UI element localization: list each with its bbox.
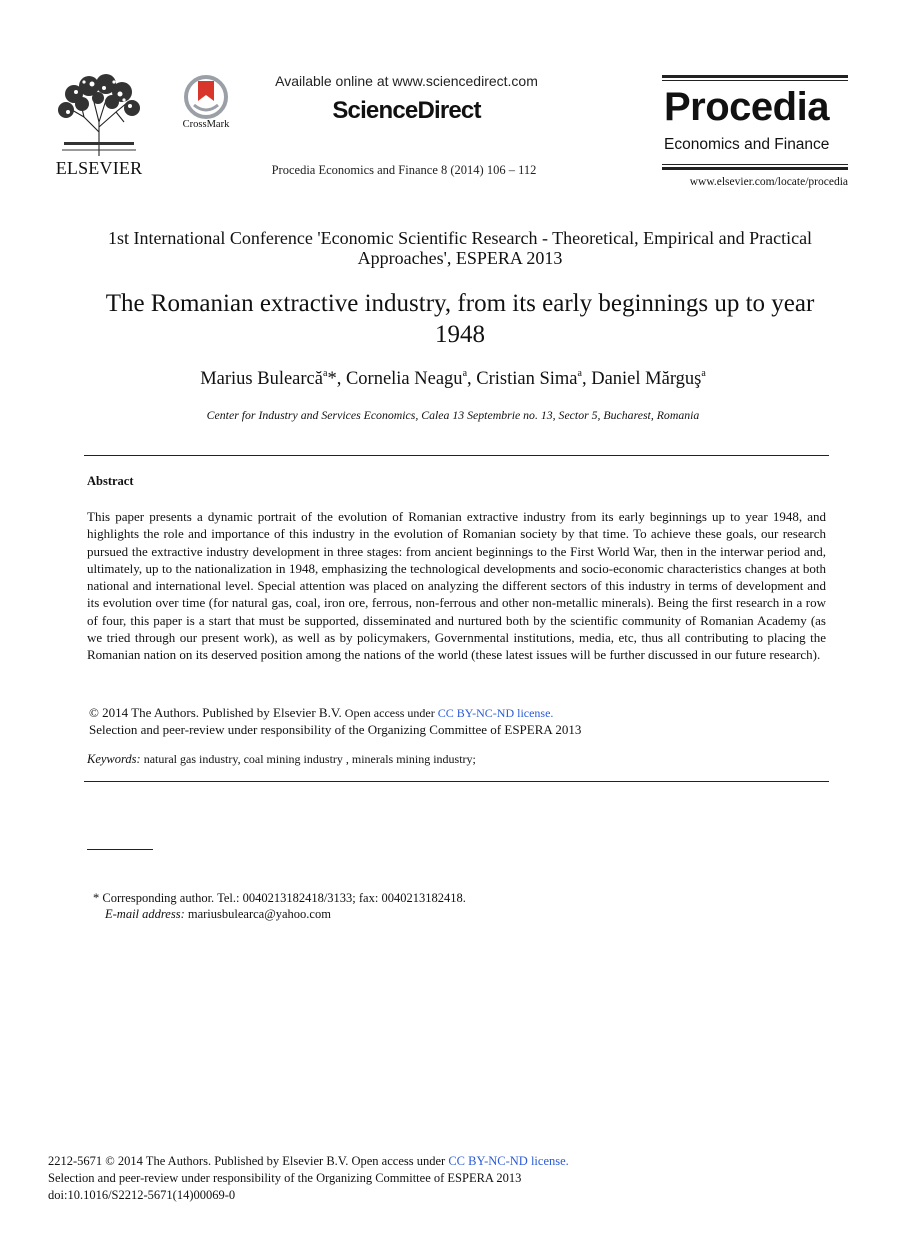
abstract-bottom-divider <box>84 781 829 782</box>
abstract-body: This paper presents a dynamic portrait of the evolution of Romanian extractive industry from its early beginnings up to year 1948, and highlights the role and importance of this industry in the evolution of Romanian society by that time. To achieve these goals, our research pursued the extractive industry development in three stages: from ancient beginnings to the First World War, then in the interwar period and, ultimately, up to the nationalization in 1948, emphasizing the technological developments and socio-economic characteristics changes at both national and international level. Special attention was placed on analyzing the different sectors of this industry in terms of development and its evolution over time (for natural gas, coal, iron ore, ferrous, non-ferrous and other non-metallic minerals). Being the first research in a row of four, this paper is a start that must be supported, disseminated and nurtured both by the scientific community of Romanian Academy (as we tried through our present work), as well as by policymakers, Governmental institutions, media, etc, thus all contributing to placing the Romanian nation on its deserved position among the nations of the world (these latest issues will be further discussed in our future research). <box>87 509 826 663</box>
copyright-line <box>89 705 553 721</box>
procedia-subtitle: Economics and Finance <box>664 136 830 153</box>
elsevier-logo <box>50 72 148 182</box>
keywords-text: natural gas industry, coal mining industry , minerals mining industry; <box>140 752 476 766</box>
paper-title: The Romanian extractive industry, from its early beginnings up to year 1948 <box>105 290 815 348</box>
author-separator: , <box>467 369 477 389</box>
footer-issn-text: 2212-5671 © 2014 The Authors. Published by Elsevier B.V. Open access under <box>48 1154 449 1168</box>
procedia-title: Procedia <box>664 85 829 129</box>
journal-reference: Procedia Economics and Finance 8 (2014) 106 – 112 <box>271 163 537 177</box>
author-name: Daniel Mărguş <box>591 369 702 389</box>
procedia-logo <box>662 75 848 193</box>
corresponding-mark: * <box>327 369 337 389</box>
author-affiliation-mark: a <box>322 368 328 379</box>
footer-license-link[interactable]: CC BY-NC-ND license. <box>448 1154 569 1168</box>
author-affiliation-mark: a <box>701 368 706 379</box>
available-online-text: Available online at www.sciencedirect.com <box>275 73 538 89</box>
author-list <box>80 368 826 390</box>
corresponding-author: * Corresponding author. Tel.: 0040213182418/3133; fax: 0040213182418. <box>93 891 466 905</box>
footer-doi[interactable]: doi:10.1016/S2212-5671(14)00069-0 <box>48 1188 236 1202</box>
copyright-text: © 2014 The Authors. Published by Elsevier B.V. <box>89 705 342 720</box>
footnote-rule <box>87 849 153 850</box>
procedia-top-rule <box>662 75 848 78</box>
email-address[interactable]: mariusbulearca@yahoo.com <box>184 907 331 921</box>
procedia-bottom-rule-thin <box>662 164 848 165</box>
peer-review-line: Selection and peer-review under responsibility of the Organizing Committee of ESPERA 2013 <box>89 722 582 737</box>
author-name: Marius Bulearcă <box>200 369 323 389</box>
keywords-label: Keywords: <box>87 752 141 766</box>
author-separator: , <box>336 369 346 389</box>
crossmark-badge[interactable] <box>176 75 236 135</box>
author-name: Cornelia Neagu <box>345 369 463 389</box>
conference-name: 1st International Conference 'Economic Scientific Research - Theoretical, Empirical and Practical Approaches', ESPERA 2013 <box>107 228 813 268</box>
procedia-top-rule-thin <box>662 80 848 81</box>
elsevier-wordmark: ELSEVIER <box>55 158 143 178</box>
sciencedirect-logo: ScienceDirect <box>332 97 481 124</box>
elsevier-tree-icon <box>54 72 144 156</box>
keywords-line <box>87 752 476 767</box>
email-line <box>105 907 331 922</box>
footer-peer-review: Selection and peer-review under responsibility of the Organizing Committee of ESPERA 2013 <box>48 1171 522 1185</box>
open-access-text: Open access under <box>341 706 438 720</box>
procedia-bottom-rule <box>662 167 848 170</box>
procedia-url-link[interactable]: www.elsevier.com/locate/procedia <box>689 176 848 188</box>
author-affiliation-mark: a <box>462 368 468 379</box>
license-link[interactable]: CC BY-NC-ND license. <box>437 706 554 720</box>
abstract-top-divider <box>84 455 829 456</box>
abstract-heading: Abstract <box>87 474 134 488</box>
footer-issn-line <box>48 1154 569 1169</box>
email-label: E-mail address: <box>105 907 185 921</box>
affiliation: Center for Industry and Services Economics, Calea 13 Septembrie no. 13, Sector 5, Bucharest, Romania <box>206 408 700 422</box>
author-affiliation-mark: a <box>577 368 582 379</box>
author-name: Cristian Sima <box>476 369 578 389</box>
author-separator: , <box>581 369 592 389</box>
crossmark-icon <box>176 75 236 119</box>
crossmark-label: CrossMark <box>182 119 230 130</box>
